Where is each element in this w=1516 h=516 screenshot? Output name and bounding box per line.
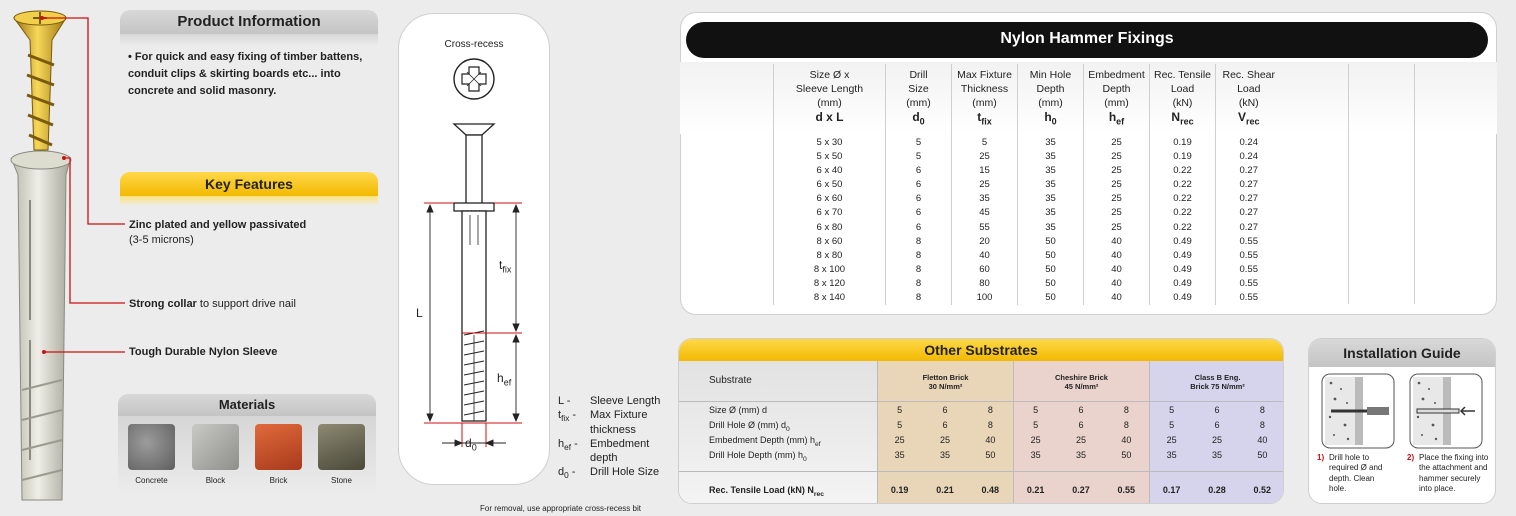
table-cell: 0.27 [1216, 178, 1282, 192]
table-cell: 6 x 50 [774, 178, 886, 192]
substrate-value: 5 [897, 405, 903, 415]
table-cell: 0.22 [1150, 192, 1216, 206]
dim-label-d0 [465, 436, 477, 452]
table-row [774, 192, 1282, 206]
removal-footnote: For removal, use appropriate cross-recess bit [480, 504, 641, 513]
table-cell: 6 x 70 [774, 206, 886, 220]
header-col-2 [952, 64, 1018, 132]
substrate-row-label [709, 485, 824, 498]
step-1 [1317, 453, 1399, 495]
header-symbol-sub: fix [981, 116, 992, 127]
table-cell: 40 [1084, 249, 1150, 263]
substrate-row [679, 435, 1284, 449]
block-swatch [192, 424, 239, 470]
substrate-value: 40 [985, 435, 996, 445]
substrate-row-label-text: Drill Hole Depth (mm) h [709, 450, 804, 460]
dim-label-tfix-symbol: t [499, 258, 503, 272]
other-substrates-heading: Other Substrates [679, 339, 1283, 361]
table-cell: 40 [1084, 235, 1150, 249]
material-block-label: Block [205, 476, 226, 485]
substrate-value: 6 [1214, 420, 1220, 430]
step-1-illustration [1321, 373, 1395, 449]
header-line: Thickness [960, 83, 1009, 95]
material-concrete-label: Concrete [135, 476, 168, 485]
substrate-row-label [709, 420, 790, 433]
table-cell: 8 [886, 263, 952, 277]
table-cell: 8 x 80 [774, 249, 886, 263]
header-line: Size Ø x [809, 69, 850, 81]
installation-guide-heading: Installation Guide [1309, 339, 1495, 367]
table-cell: 25 [952, 178, 1018, 192]
table-cell: 8 x 120 [774, 277, 886, 291]
step-1-number: 1) [1317, 453, 1325, 462]
header-symbol-main: V [1237, 110, 1246, 124]
legend-item-tfix: $t_{fix}$ - Max Fixture thickness [558, 408, 666, 437]
substrate-value: 50 [1257, 450, 1268, 460]
table-cell: 25 [1084, 150, 1150, 164]
header-col-6 [1216, 64, 1282, 132]
table-cell: 0.55 [1216, 291, 1282, 305]
table-cell: 6 x 80 [774, 220, 886, 234]
header-line: Max Fixture [957, 69, 1012, 81]
substrate-row-label [709, 435, 821, 448]
substrate-value: 25 [939, 435, 950, 445]
table-row [774, 220, 1282, 234]
table-cell: 6 [886, 206, 952, 220]
dimension-legend [558, 394, 666, 482]
table-cell: 6 x 60 [774, 192, 886, 206]
substrate-value: 50 [985, 450, 996, 460]
legend-d0-symbol: d [558, 466, 565, 479]
substrate-value: 0.21 [936, 485, 954, 495]
table-cell: 5 [952, 132, 1018, 150]
table-cell: 8 [886, 277, 952, 291]
table-cell: 20 [952, 235, 1018, 249]
substrate-value: 35 [1211, 450, 1222, 460]
substrate-value: 25 [1030, 435, 1041, 445]
substrate-value: 6 [1214, 405, 1220, 415]
product-information-section [120, 10, 378, 103]
substrate-column-name: Class B Eng. [1194, 373, 1241, 382]
table-cell: 25 [1084, 220, 1150, 234]
hammer-fixings-body [774, 132, 1282, 305]
header-line: (mm) [972, 97, 997, 109]
substrate-value: 6 [1078, 420, 1084, 430]
table-cell: 35 [1018, 132, 1084, 150]
dim-label-tfix-sub: fix [502, 264, 512, 275]
legend-L-text: Sleeve Length [590, 395, 661, 407]
header-symbol-sub: rec [1246, 116, 1260, 127]
substrate-value: 6 [942, 405, 948, 415]
stone-swatch [318, 424, 365, 470]
table-cell: 0.27 [1216, 192, 1282, 206]
legend-item-L: L - Sleeve Length [558, 395, 661, 407]
key-features-section [120, 172, 378, 206]
hammer-fixings-header-row [774, 64, 1282, 132]
callout-lines [0, 0, 130, 516]
table-cell: 0.49 [1150, 277, 1216, 291]
substrate-value: 35 [939, 450, 950, 460]
header-line: (kN) [1238, 97, 1259, 109]
table-cell: 0.22 [1150, 206, 1216, 220]
key-features-heading: Key Features [120, 172, 378, 196]
header-symbol-sub: 0 [919, 116, 925, 127]
table-cell: 35 [952, 192, 1018, 206]
header-symbol-main: h [1108, 110, 1117, 124]
header-symbol [1216, 110, 1282, 128]
table-cell: 15 [952, 164, 1018, 178]
table-cell: 0.24 [1216, 150, 1282, 164]
substrate-value: 6 [942, 420, 948, 430]
legend-hef-text: Embedment depth [590, 437, 650, 465]
hammer-fixings-table [773, 64, 1282, 305]
table-cell: 8 x 60 [774, 235, 886, 249]
material-concrete [128, 424, 175, 485]
table-cell: 50 [1018, 249, 1084, 263]
material-brick [255, 424, 302, 485]
substrate-value: 35 [894, 450, 905, 460]
step-2-text: Place the fixing into the attachment and hammer securely into place. [1419, 453, 1489, 494]
feature-strong-collar-title: Strong collar [129, 298, 197, 310]
blank-column-divider [1414, 64, 1415, 304]
substrate-row-label [709, 405, 767, 418]
dim-label-hef-sub: ef [503, 377, 512, 388]
substrate-column-name: Fletton Brick [922, 373, 969, 382]
substrate-row-label-sub: 0 [786, 425, 790, 433]
table-cell: 35 [1018, 164, 1084, 178]
table-cell: 40 [1084, 277, 1150, 291]
header-col-0 [774, 64, 886, 132]
table-cell: 0.24 [1216, 132, 1282, 150]
table-cell: 6 [886, 164, 952, 178]
table-row [774, 150, 1282, 164]
table-cell: 0.49 [1150, 291, 1216, 305]
header-line: Min Hole [1029, 69, 1072, 81]
table-cell: 40 [1084, 263, 1150, 277]
substrate-value: 25 [1166, 435, 1177, 445]
table-cell: 6 [886, 192, 952, 206]
header-line: Rec. Tensile [1153, 69, 1211, 81]
substrate-value: 8 [987, 405, 993, 415]
header-symbol [1150, 110, 1215, 128]
header-line: (mm) [906, 97, 931, 109]
table-cell: 5 x 30 [774, 132, 886, 150]
substrate-value: 50 [1121, 450, 1132, 460]
legend-d0-text: Drill Hole Size [590, 466, 660, 479]
table-cell: 0.55 [1216, 263, 1282, 277]
feature-zinc-plated-detail: (3-5 microns) [129, 233, 194, 246]
header-line: (mm) [817, 97, 842, 109]
table-cell: 8 [886, 291, 952, 305]
table-cell: 0.19 [1150, 132, 1216, 150]
table-cell: 50 [1018, 291, 1084, 305]
brick-swatch [255, 424, 302, 470]
material-stone-label: Stone [331, 476, 352, 485]
table-row [774, 263, 1282, 277]
table-cell: 25 [952, 150, 1018, 164]
substrate-value: 35 [1030, 450, 1041, 460]
table-cell: 0.49 [1150, 249, 1216, 263]
header-symbol [774, 110, 885, 128]
substrate-value: 5 [1033, 420, 1039, 430]
product-info-panel [0, 0, 668, 516]
header-col-4 [1084, 64, 1150, 132]
substrate-row-label-sub: ef [815, 440, 821, 448]
header-symbol-sub: rec [1180, 116, 1194, 127]
fixing-dimension-diagram [398, 55, 550, 455]
table-cell: 0.49 [1150, 235, 1216, 249]
concrete-swatch [128, 424, 175, 470]
table-cell: 8 x 100 [774, 263, 886, 277]
substrate-value: 0.28 [1208, 485, 1226, 495]
substrate-value: 0.17 [1162, 485, 1181, 495]
table-cell: 50 [1018, 235, 1084, 249]
cross-recess-label: Cross-recess [444, 39, 504, 50]
table-row [774, 164, 1282, 178]
table-cell: 35 [1018, 178, 1084, 192]
material-stone [318, 424, 365, 485]
dim-label-d0-symbol: d [465, 436, 472, 450]
header-symbol [1084, 110, 1149, 128]
feature-zinc-plated-title: Zinc plated and yellow passivated [129, 219, 307, 231]
installation-guide-card [1308, 338, 1496, 504]
substrate-value: 0.48 [981, 485, 1000, 495]
substrate-row-label-text: Rec. Tensile Load (kN) N [709, 485, 814, 495]
table-cell: 0.27 [1216, 206, 1282, 220]
substrate-row-label-text: Drill Hole Ø (mm) d [709, 420, 787, 430]
header-line: Load [1170, 83, 1195, 95]
table-cell: 0.22 [1150, 164, 1216, 178]
header-line: Drill [909, 69, 928, 81]
substrate-value: 0.52 [1253, 485, 1272, 495]
substrate-column-strength: Brick 75 N/mm² [1190, 382, 1245, 391]
substrate-row-label-sub: rec [813, 490, 824, 498]
table-row [774, 277, 1282, 291]
substrate-value: 5 [1169, 420, 1175, 430]
feature-strong-collar [129, 297, 379, 313]
row-divider [679, 401, 1284, 402]
table-cell: 0.22 [1150, 220, 1216, 234]
substrate-value: 0.27 [1072, 485, 1090, 495]
substrate-value: 8 [1259, 420, 1265, 430]
table-cell: 35 [1018, 150, 1084, 164]
substrate-value: 35 [1166, 450, 1177, 460]
table-cell: 6 x 40 [774, 164, 886, 178]
substrate-row-label-text: Size Ø (mm) d [709, 405, 768, 415]
table-row [774, 206, 1282, 220]
header-line: Size [908, 83, 929, 95]
materials-heading: Materials [118, 394, 376, 416]
header-line: Rec. Shear [1222, 69, 1276, 81]
substrate-row-label-sub: 0 [803, 455, 807, 463]
header-col-1 [886, 64, 952, 132]
substrate-value: 5 [1033, 405, 1039, 415]
header-symbol [1018, 110, 1083, 128]
feature-strong-collar-detail: to support drive nail [196, 298, 296, 310]
header-col-5 [1150, 64, 1216, 132]
header-symbol-main: h [1044, 110, 1052, 124]
substrate-value: 8 [1123, 405, 1129, 415]
header-symbol-sub: ef [1116, 116, 1125, 127]
table-cell: 0.27 [1216, 164, 1282, 178]
substrate-row [679, 420, 1284, 434]
substrate-value: 0.19 [890, 485, 909, 495]
legend-tfix-symbol: t [558, 409, 562, 422]
table-cell: 35 [1018, 220, 1084, 234]
step-1-text: Drill hole to required Ø and depth. Clean hole. [1329, 453, 1383, 494]
table-cell: 8 [886, 249, 952, 263]
table-cell: 25 [1084, 132, 1150, 150]
header-symbol-main: d [912, 110, 920, 124]
blank-column-divider [1348, 64, 1349, 304]
step-2-number: 2) [1407, 453, 1415, 462]
table-cell: 5 x 50 [774, 150, 886, 164]
table-row [774, 132, 1282, 150]
dim-label-hef [497, 371, 511, 387]
material-block [192, 424, 239, 485]
table-cell: 50 [1018, 263, 1084, 277]
dim-label-hef-symbol: h [497, 371, 504, 385]
dim-label-tfix [499, 258, 511, 274]
header-line: (mm) [1038, 97, 1063, 109]
legend-hef-symbol: h [558, 437, 565, 450]
table-cell: 50 [1018, 277, 1084, 291]
header-line: Embedment [1088, 69, 1145, 81]
substrate-value: 8 [1123, 420, 1129, 430]
substrate-value: 40 [1121, 435, 1132, 445]
legend-item-d0: $d_0$ - Drill Hole Size [558, 466, 660, 481]
cross-recess-icon [454, 59, 494, 99]
substrate-value: 5 [1169, 405, 1175, 415]
table-row [774, 178, 1282, 192]
substrate-value: 35 [1075, 450, 1086, 460]
hammer-fixings-title: Nylon Hammer Fixings [1000, 30, 1174, 47]
substrate-value: 8 [1259, 405, 1265, 415]
table-cell: 5 [886, 132, 952, 150]
table-cell: 0.55 [1216, 277, 1282, 291]
substrate-value: 25 [894, 435, 905, 445]
table-cell: 25 [1084, 164, 1150, 178]
legend-L-symbol: L [558, 395, 564, 407]
table-cell: 6 [886, 178, 952, 192]
table-cell: 45 [952, 206, 1018, 220]
table-cell: 35 [1018, 206, 1084, 220]
header-line: (mm) [1104, 97, 1129, 109]
row-divider [679, 471, 1284, 472]
header-col-3 [1018, 64, 1084, 132]
header-line: Load [1237, 83, 1261, 95]
table-row [774, 235, 1282, 249]
specifications-panel [668, 0, 1516, 516]
substrate-value: 25 [1075, 435, 1086, 445]
feature-zinc-plated [129, 218, 379, 246]
table-row [774, 249, 1282, 263]
substrate-value: 8 [987, 420, 993, 430]
header-line: (kN) [1172, 97, 1193, 109]
header-symbol-main: t [977, 110, 982, 124]
substrate-column-strength: 30 N/mm² [928, 382, 963, 391]
step-2 [1407, 453, 1493, 495]
other-substrates-card [678, 338, 1284, 504]
table-cell: 40 [1084, 291, 1150, 305]
substrate-value: 0.21 [1026, 485, 1045, 495]
substrate-label: Substrate [709, 375, 752, 386]
table-cell: 5 [886, 150, 952, 164]
substrate-column-strength: 45 N/mm² [1064, 382, 1099, 391]
table-cell: 8 x 140 [774, 291, 886, 305]
substrate-row [679, 450, 1284, 464]
header-symbol-main: N [1171, 110, 1181, 124]
substrate-column-name: Cheshire Brick [1055, 373, 1108, 382]
table-row [774, 291, 1282, 305]
legend-item-hef: $h_{ef}$ - Embedment depth [558, 437, 666, 466]
table-cell: 6 [886, 220, 952, 234]
substrate-row-label-text: Embedment Depth (mm) h [709, 435, 816, 445]
substrate-value: 25 [1211, 435, 1222, 445]
dim-label-d0-sub: 0 [471, 442, 477, 453]
header-symbol-sub: 0 [1051, 116, 1057, 127]
legend-tfix-text: Max Fixture thickness [590, 409, 648, 436]
header-line: Sleeve Length [795, 83, 864, 95]
legend-hef-sub: ef [564, 443, 572, 453]
table-cell: 60 [952, 263, 1018, 277]
legend-tfix-sub: fix [561, 414, 570, 424]
feature-nylon-sleeve: Tough Durable Nylon Sleeve [129, 346, 278, 358]
legend-d0-sub: 0 [564, 471, 569, 481]
substrate-row [679, 405, 1284, 419]
table-cell: 0.27 [1216, 220, 1282, 234]
table-cell: 0.55 [1216, 235, 1282, 249]
substrate-value: 40 [1257, 435, 1268, 445]
header-symbol-main: d x L [815, 110, 844, 124]
material-brick-label: Brick [269, 476, 288, 485]
header-symbol [952, 110, 1017, 128]
table-cell: 25 [1084, 178, 1150, 192]
table-cell: 35 [1018, 192, 1084, 206]
table-cell: 8 [886, 235, 952, 249]
dim-label-L: L [416, 306, 423, 320]
header-line: Depth [1036, 83, 1065, 95]
substrate-row [679, 485, 1284, 499]
table-cell: 0.19 [1150, 150, 1216, 164]
header-line: Depth [1102, 83, 1131, 95]
substrate-value: 5 [897, 420, 903, 430]
table-cell: 55 [952, 220, 1018, 234]
table-cell: 0.55 [1216, 249, 1282, 263]
table-cell: 0.22 [1150, 178, 1216, 192]
table-cell: 100 [952, 291, 1018, 305]
substrate-value: 0.55 [1117, 485, 1136, 495]
table-cell: 80 [952, 277, 1018, 291]
substrate-value: 6 [1078, 405, 1084, 415]
header-symbol [886, 110, 951, 128]
table-cell: 0.49 [1150, 263, 1216, 277]
substrate-row-label [709, 450, 807, 463]
product-information-text: • For quick and easy fixing of timber battens, conduit clips & skirting boards etc... into concrete and solid masonry. [128, 51, 363, 98]
product-information-heading: Product Information [120, 10, 378, 34]
table-cell: 25 [1084, 206, 1150, 220]
table-cell: 25 [1084, 192, 1150, 206]
step-2-illustration [1409, 373, 1483, 449]
table-cell: 40 [952, 249, 1018, 263]
